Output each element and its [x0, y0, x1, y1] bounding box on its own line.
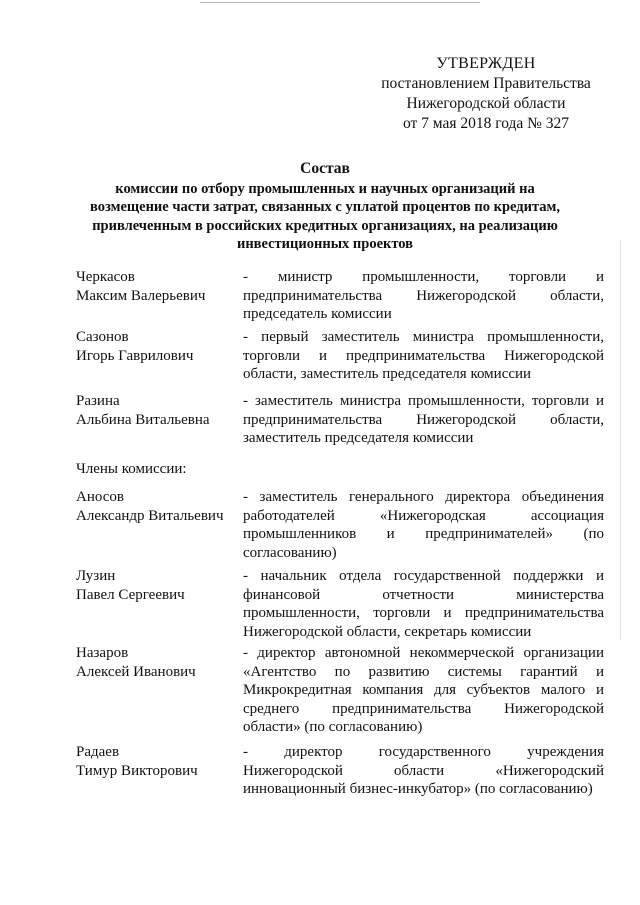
- member-position: - начальник отдела государственной поддержки и финансовой отчетности министерства промышленности, торговли и предпринимательства Нижегородской области, секретарь комиссии: [243, 568, 604, 640]
- approval-block: [358, 54, 614, 134]
- heading-title: Состав: [300, 160, 350, 177]
- member-name: [76, 644, 246, 681]
- approval-line: постановлением Правительства: [381, 75, 591, 92]
- member-position: - первый заместитель министра промышленности, торговли и предпринимательства Нижегородской области, заместитель председателя комиссии: [243, 329, 604, 382]
- member-position: - министр промышленности, торговли и предпринимательства Нижегородской области, председатель комиссии: [243, 269, 604, 322]
- member-surname: Сазонов: [76, 329, 129, 345]
- approval-title: УТВЕРЖДЕН: [436, 55, 536, 72]
- member-name: [76, 328, 246, 365]
- scan-artifact: [200, 2, 480, 3]
- member-name: [76, 392, 246, 429]
- member-given-name: Александр Витальевич: [76, 507, 224, 524]
- member-given-name: Максим Валерьевич: [76, 287, 206, 304]
- member-name: [76, 488, 246, 525]
- member-name: [76, 743, 246, 780]
- member-given-name: Алексей Иванович: [76, 663, 196, 680]
- member-surname: Черкасов: [76, 269, 135, 285]
- heading-line: привлеченным в российских кредитных организациях, на реализацию: [92, 217, 558, 234]
- approval-line: Нижегородской области: [406, 95, 566, 112]
- scan-artifact: [620, 240, 621, 640]
- member-given-name: Павел Сергеевич: [76, 586, 185, 603]
- document-heading: [40, 160, 610, 254]
- heading-line: комиссии по отбору промышленных и научных организаций на: [115, 180, 535, 197]
- member-surname: Назаров: [76, 645, 129, 661]
- member-given-name: Альбина Витальевна: [76, 411, 210, 428]
- heading-line: возмещение части затрат, связанных с уплатой процентов по кредитам,: [89, 199, 560, 215]
- member-surname: Радаев: [76, 744, 120, 760]
- member-position: - директор автономной некоммерческой организации «Агентство по развитию системы гарантий и Микрокредитная компания для субъектов малого и среднего предпринимательства Нижегородской области» (по согласованию): [243, 645, 604, 735]
- member-name: [76, 268, 246, 305]
- member-surname: Лузин: [76, 568, 116, 584]
- member-position: - заместитель министра промышленности, торговли и предпринимательства Нижегородской области, заместитель председателя комиссии: [243, 393, 604, 446]
- member-name: [76, 567, 246, 604]
- member-given-name: Игорь Гаврилович: [76, 347, 194, 364]
- heading-line: инвестиционных проектов: [236, 236, 414, 252]
- member-position: - директор государственного учреждения Нижегородской области «Нижегородский инновационный бизнес-инкубатор» (по согласованию): [243, 744, 604, 797]
- member-surname: Аносов: [76, 489, 124, 505]
- member-given-name: Тимур Викторович: [76, 762, 198, 779]
- approval-line: от 7 мая 2018 года № 327: [402, 115, 570, 132]
- member-position: - заместитель генерального директора объединения работодателей «Нижегородская ассоциация промышленников и предпринимателей» (по согласованию): [243, 489, 604, 561]
- members-label: Члены комиссии:: [76, 461, 187, 477]
- member-surname: Разина: [76, 393, 120, 409]
